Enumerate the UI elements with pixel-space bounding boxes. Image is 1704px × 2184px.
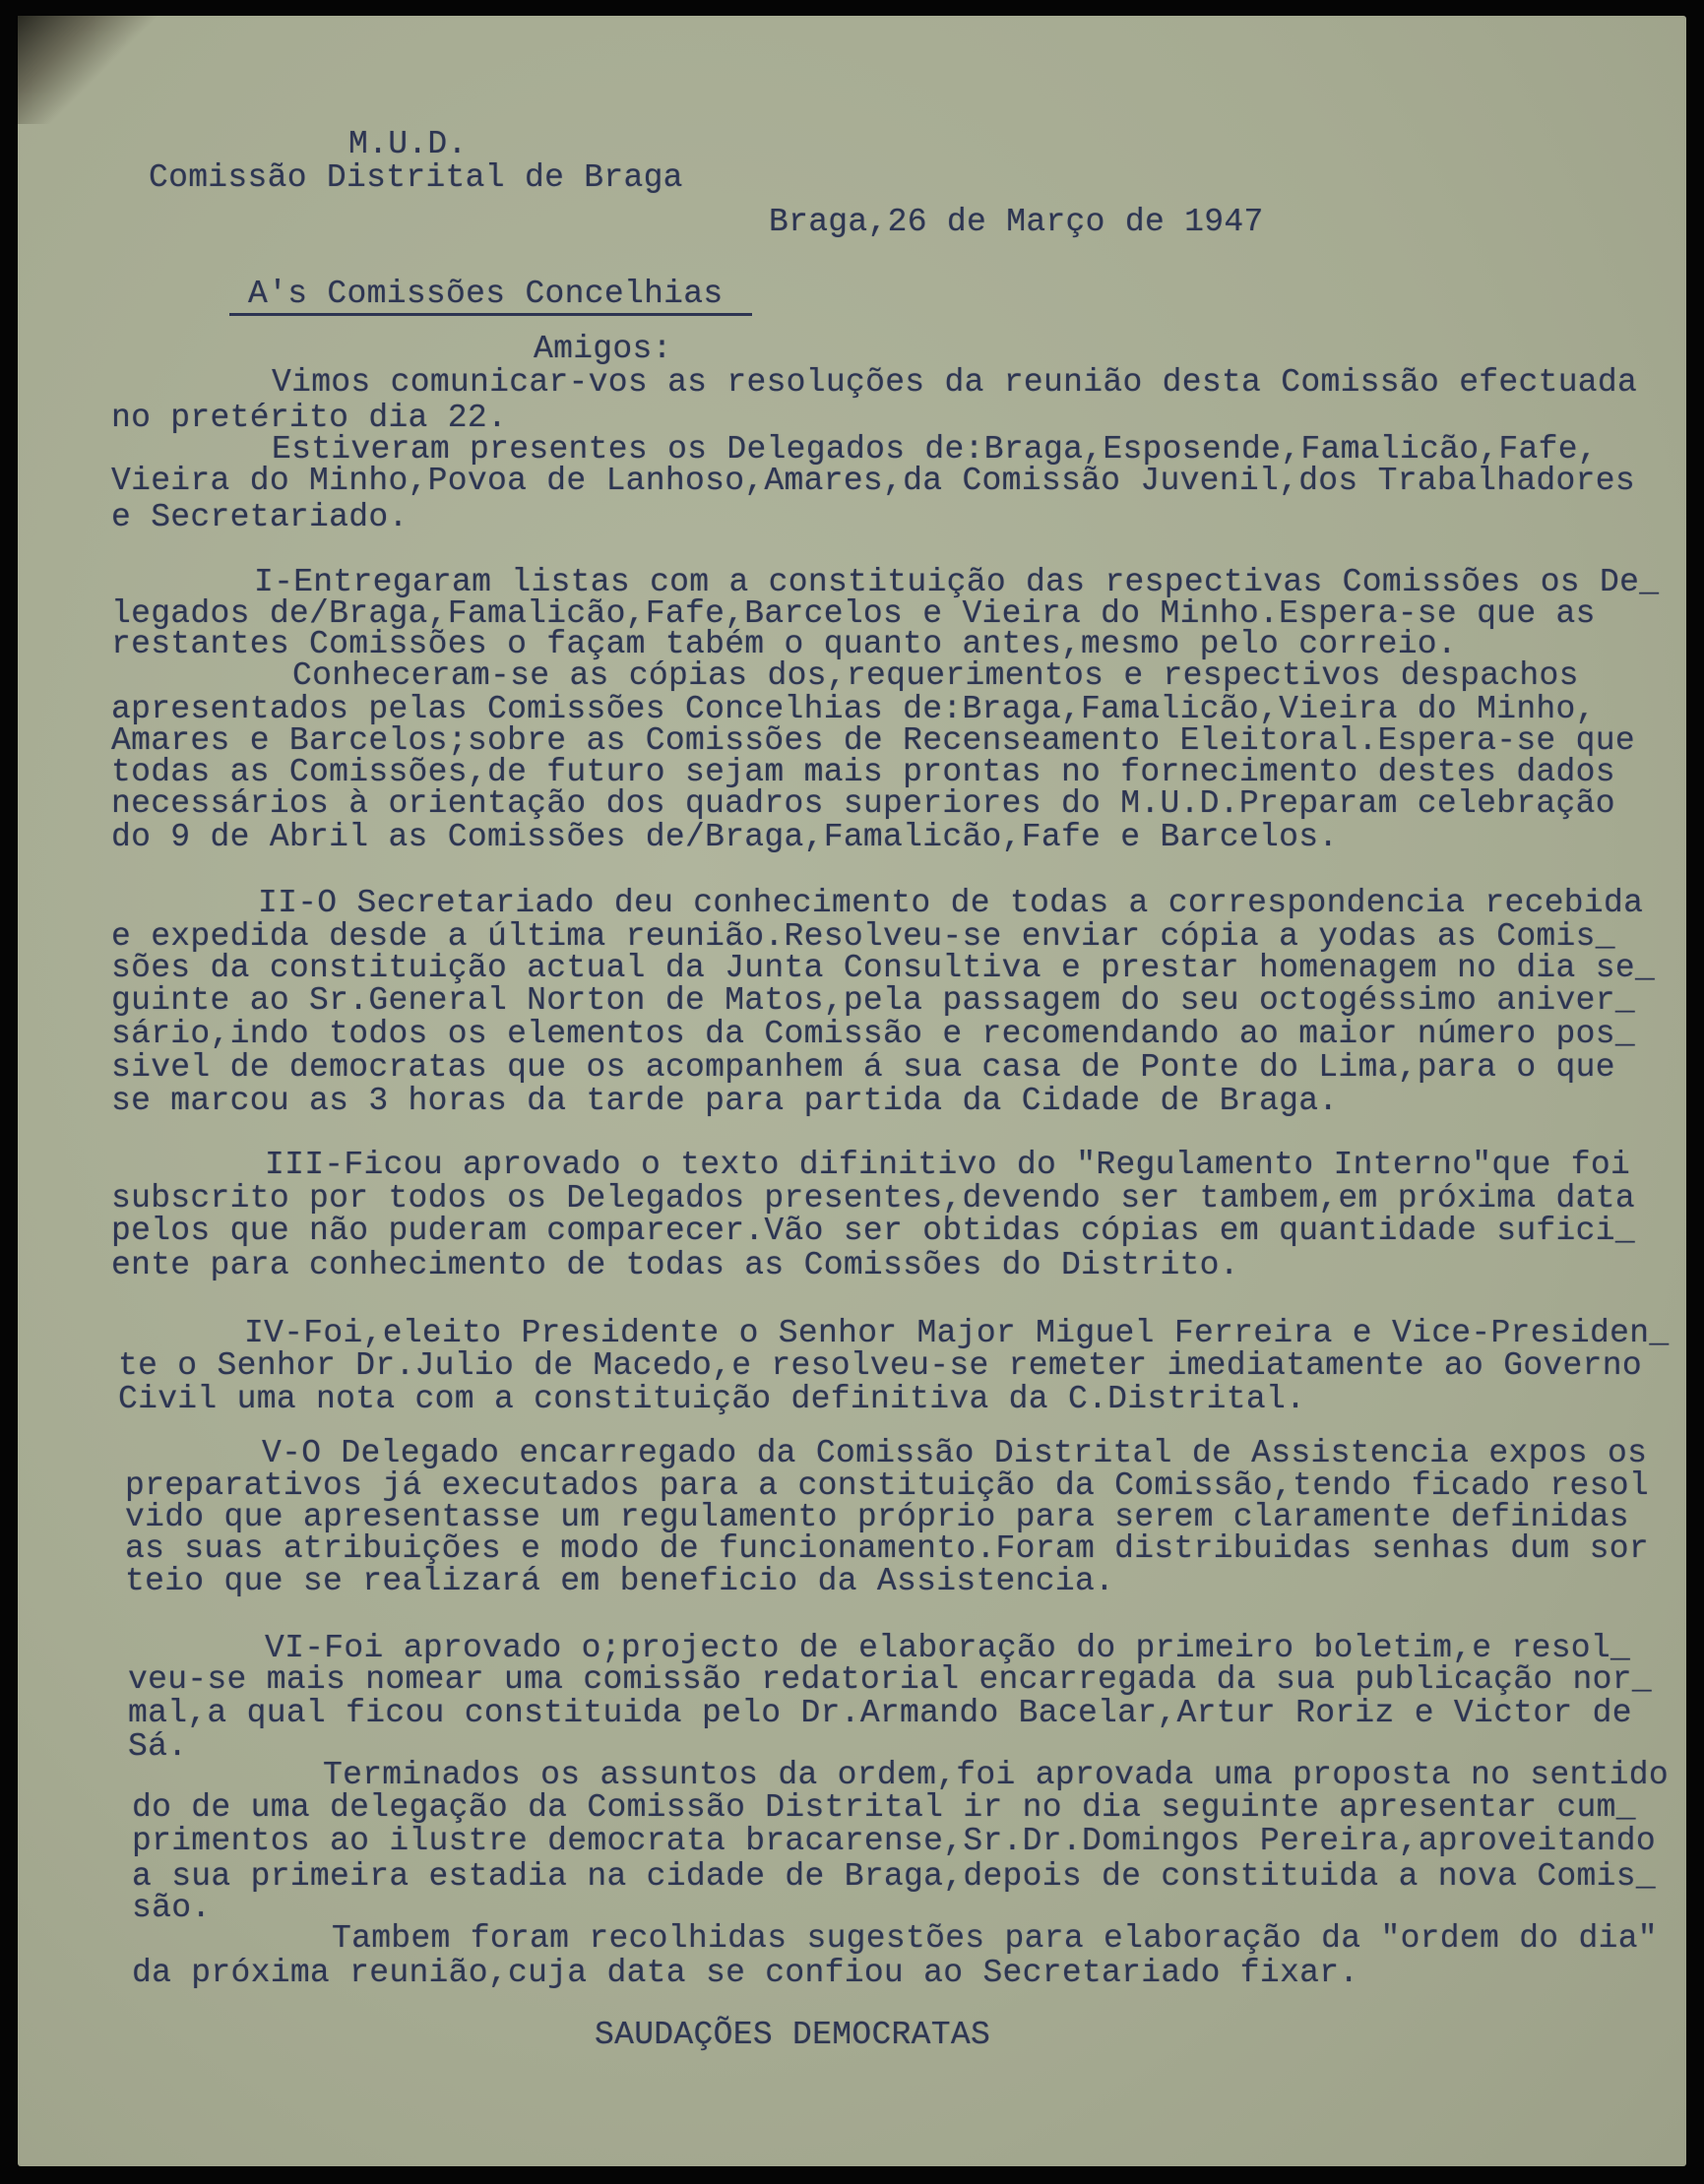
closing-paragraph-line: Tambem foram recolhidas sugestões para elaboração da "ordem do dia": [332, 1920, 1658, 1957]
closing-paragraph-line: a sua primeira estadia na cidade de Braga,depois de constituida a nova Comis_: [132, 1858, 1656, 1895]
section-i-line: Amares e Barcelos;sobre as Comissões de Recenseamento Eleitoral.Espera-se que: [111, 722, 1635, 759]
section-ii-line: II-O Secretariado deu conhecimento de todas a correspondencia recebida: [258, 885, 1644, 921]
addressee-underline: [229, 313, 752, 316]
section-v-line: V-O Delegado encarregado da Comissão Distrital de Assistencia expos os: [262, 1435, 1648, 1471]
closing-paragraph-line: do de uma delegação da Comissão Distrital ir no dia seguinte apresentar cum_: [132, 1789, 1636, 1826]
section-iii-line: III-Ficou aprovado o texto difinitivo do "Regulamento Interno"que foi: [265, 1147, 1631, 1183]
section-vi-line: veu-se mais nomear uma comissão redatorial encarregada da sua publicação nor_: [128, 1661, 1652, 1698]
torn-corner: [18, 16, 165, 124]
section-iv-line: Civil uma nota com a constituição definitiva da C.Distrital.: [118, 1381, 1306, 1417]
header-committee: Comissão Distrital de Braga: [149, 159, 683, 196]
closing-greeting: SAUDAÇÕES DEMOCRATAS: [595, 2017, 991, 2053]
header-org: M.U.D.: [348, 126, 468, 162]
addressee: A's Comissões Concelhias: [248, 276, 724, 312]
body-line: Vimos comunicar-vos as resoluções da reunião desta Comissão efectuada: [272, 364, 1638, 401]
section-vi-line: Sá.: [128, 1728, 188, 1765]
section-ii-line: sário,indo todos os elementos da Comissão e recomendando ao maior número pos_: [111, 1016, 1635, 1052]
body-line: Vieira do Minho,Povoa de Lanhoso,Amares,da Comissão Juvenil,dos Trabalhadores: [111, 463, 1635, 499]
section-vi-line: mal,a qual ficou constituida pelo Dr.Armando Bacelar,Artur Roriz e Victor de: [128, 1695, 1632, 1731]
section-vi-line: VI-Foi aprovado o;projecto de elaboração do primeiro boletim,e resol_: [265, 1630, 1631, 1666]
section-v-line: teio que se realizará em beneficio da Assistencia.: [125, 1563, 1115, 1599]
closing-paragraph-line: são.: [132, 1890, 212, 1926]
section-ii-line: se marcou as 3 horas da tarde para partida da Cidade de Braga.: [111, 1083, 1339, 1119]
section-iii-line: subscrito por todos os Delegados presentes,devendo ser tambem,em próxima data: [111, 1180, 1635, 1217]
section-i-line: todas as Comissões,de futuro sejam mais prontas no fornecimento destes dados: [111, 754, 1615, 790]
section-v-line: preparativos já executados para a constituição da Comissão,tendo ficado resol: [125, 1467, 1649, 1504]
closing-paragraph-line: primentos ao ilustre democrata bracarense,Sr.Dr.Domingos Pereira,aproveitando: [132, 1823, 1656, 1859]
section-i-line: legados de/Braga,Famalicão,Fafe,Barcelos e Vieira do Minho.Espera-se que as: [111, 595, 1596, 632]
section-iv-line: IV-Foi,eleito Presidente o Senhor Major Miguel Ferreira e Vice-Presiden_: [244, 1315, 1670, 1351]
section-i-line: I-Entregaram listas com a constituição das respectivas Comissões os De_: [254, 564, 1660, 600]
section-i-line: apresentados pelas Comissões Concelhias de:Braga,Famalicão,Vieira do Minho,: [111, 691, 1596, 727]
section-iii-line: ente para conhecimento de todas as Comissões do Distrito.: [111, 1247, 1239, 1283]
body-line: e Secretariado.: [111, 499, 409, 535]
salutation: Amigos:: [534, 331, 672, 367]
body-line: no pretérito dia 22.: [111, 400, 508, 436]
body-line: Estiveram presentes os Delegados de:Braga,Esposende,Famalicão,Fafe,: [272, 431, 1598, 468]
closing-paragraph-line: da próxima reunião,cuja data se confiou ao Secretariado fixar.: [132, 1955, 1359, 1991]
section-iv-line: te o Senhor Dr.Julio de Macedo,e resolveu-se remeter imediatamente ao Governo: [118, 1347, 1642, 1384]
section-i-line: do 9 de Abril as Comissões de/Braga,Famalicão,Fafe e Barcelos.: [111, 819, 1339, 855]
section-v-line: vido que apresentasse um regulamento próprio para serem claramente definidas: [125, 1499, 1629, 1535]
section-ii-line: guinte ao Sr.General Norton de Matos,pela passagem do seu octogéssimo aniver_: [111, 982, 1635, 1019]
section-i-line: restantes Comissões o façam tabém o quanto antes,mesmo pelo correio.: [111, 626, 1458, 662]
section-ii-line: sivel de democratas que os acompanhem á sua casa de Ponte do Lima,para o que: [111, 1049, 1615, 1086]
section-ii-line: e expedida desde a última reunião.Resolveu-se enviar cópia a yodas as Comis_: [111, 918, 1615, 955]
section-v-line: as suas atribuições e modo de funcionamento.Foram distribuidas senhas dum sor: [125, 1530, 1649, 1567]
section-ii-line: sões da constituição actual da Junta Consultiva e prestar homenagem no dia se_: [111, 950, 1656, 986]
section-i-line: necessários à orientação dos quadros superiores do M.U.D.Preparam celebração: [111, 785, 1615, 822]
section-iii-line: pelos que não puderam comparecer.Vão ser obtidas cópias em quantidade sufici_: [111, 1213, 1635, 1249]
section-i-line: Conheceram-se as cópias dos,requerimentos e respectivos despachos: [292, 657, 1579, 694]
place-date: Braga,26 de Março de 1947: [769, 204, 1264, 240]
closing-paragraph-line: Terminados os assuntos da ordem,foi aprovada uma proposta no sentido: [323, 1757, 1670, 1793]
